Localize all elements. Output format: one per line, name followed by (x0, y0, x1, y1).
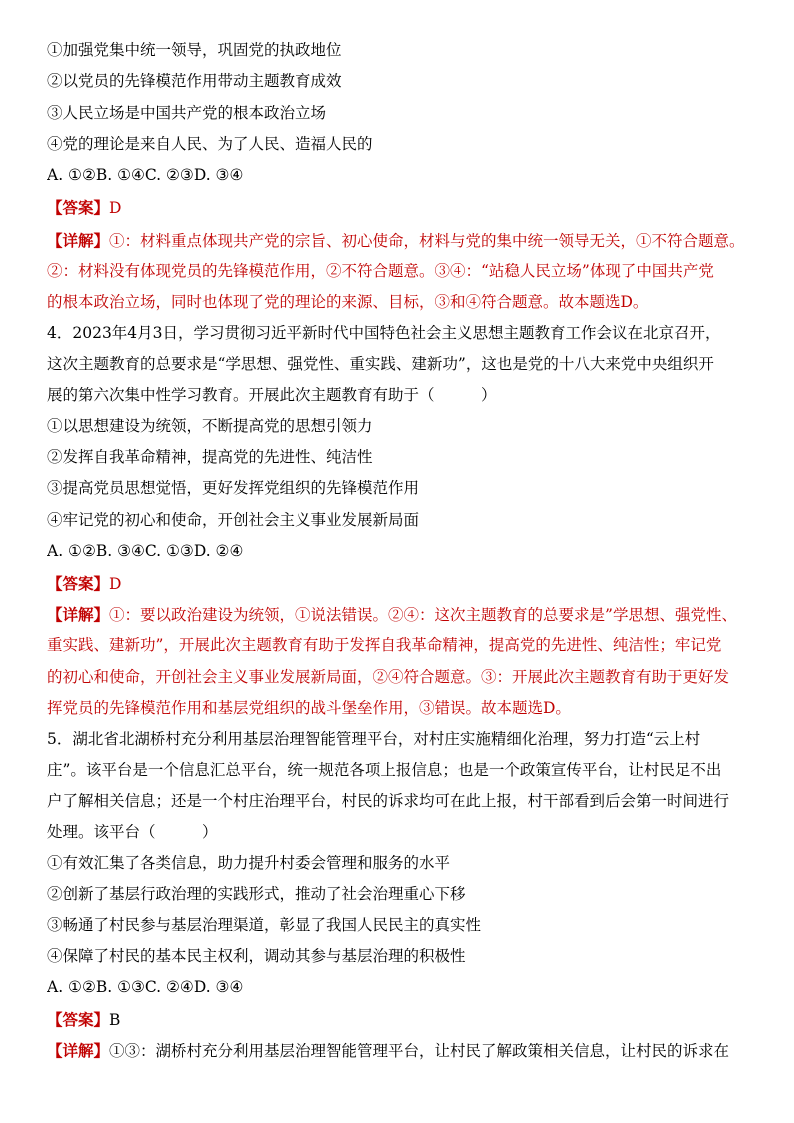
text-segment: 的根本政治立场，同时也体现了党的理论的来源、目标，③和④符合题意。故本题选D。 (47, 293, 649, 311)
text-line (47, 630, 754, 661)
text-line (47, 910, 754, 941)
text-line (47, 817, 754, 848)
text-segment: 4．2023年4月3日，学习贯彻习近平新时代中国特色社会主义思想主题教育工作会议在北京召开， (47, 324, 721, 342)
text-line (47, 256, 754, 287)
text-line (47, 318, 754, 349)
text-segment: ③畅通了村民参与基层治理渠道，彰显了我国人民民主的真实性 (47, 916, 482, 934)
text-line (47, 349, 754, 380)
text-segment: ①③：湖桥村充分利用基层治理智能管理平台，让村民了解政策相关信息，让村民的诉求在 (109, 1042, 730, 1060)
text-line (47, 160, 754, 191)
text-segment: ④牢记党的初心和使命，开创社会主义事业发展新局面 (47, 511, 420, 529)
section-label: 【详解】 (47, 231, 110, 250)
text-line (47, 1004, 754, 1035)
text-segment: ①：要以政治建设为统领，①说法错误。②④：这次主题教育的总要求是”学思想、强党性、 (109, 606, 737, 624)
text-segment: 5．湖北省北湖桥村充分利用基层治理智能管理平台，对村庄实施精细化治理，努力打造“云上村 (47, 730, 701, 748)
text-segment: ②：材料没有体现党员的先锋模范作用，②不符合题意。③④：“站稳人民立场”体现了中国共产党 (47, 262, 714, 280)
section-label: 【详解】 (47, 605, 110, 624)
text-line (47, 755, 754, 786)
text-line (47, 473, 754, 504)
text-line (47, 1035, 754, 1066)
text-segment: ②发挥自我革命精神，提高党的先进性、纯洁性 (47, 448, 373, 466)
text-segment: 重实践、建新功”，开展此次主题教育有助于发挥自我革命精神，提高党的先进性、纯洁性；牢记党 (47, 636, 722, 654)
text-segment: ①加强党集中统一领导，巩固党的执政地位 (47, 41, 342, 59)
section-label: 【详解】 (47, 1041, 110, 1060)
text-segment: ③提高党员思想觉悟，更好发挥党组织的先锋模范作用 (47, 479, 420, 497)
text-segment: 户了解相关信息；还是一个村庄治理平台，村民的诉求均可在此上报，村干部看到后会第一时间进行 (47, 792, 730, 810)
text-line (47, 287, 754, 318)
text-line (47, 505, 754, 536)
text-line (47, 972, 754, 1003)
text-line (47, 380, 754, 411)
text-line (47, 225, 754, 256)
text-line (47, 786, 754, 817)
text-line (47, 442, 754, 473)
text-segment: A. ①②B. ③④C. ①③D. ②④ (47, 542, 244, 560)
text-segment: 的初心和使命，开创社会主义事业发展新局面，②④符合题意。③：开展此次主题教育有助于更好发 (47, 668, 730, 686)
text-line (47, 98, 754, 129)
text-line (47, 879, 754, 910)
section-label: 【答案】 (47, 198, 110, 217)
text-segment: 挥党员的先锋模范作用和基层党组织的战斗堡垒作用，③错误。故本题选D。 (47, 699, 571, 717)
text-line (47, 848, 754, 879)
text-line (47, 129, 754, 160)
text-segment: 庄”。该平台是一个信息汇总平台，统一规范各项上报信息；也是一个政策宣传平台，让村民足不出 (47, 761, 722, 779)
text-line (47, 568, 754, 599)
text-segment: A. ①②B. ①④C. ②③D. ③④ (47, 166, 244, 184)
text-line (47, 662, 754, 693)
text-line (47, 941, 754, 972)
text-segment: ①有效汇集了各类信息，助力提升村委会管理和服务的水平 (47, 854, 451, 872)
text-segment: ④党的理论是来自人民、为了人民、造福人民的 (47, 135, 373, 153)
text-segment: 展的第六次集中性学习教育。开展此次主题教育有助于（ ） (47, 386, 497, 404)
text-segment: D (109, 575, 122, 593)
text-segment: ②创新了基层行政治理的实践形式，推动了社会治理重心下移 (47, 885, 466, 903)
text-segment: ①以思想建设为统领，不断提高党的思想引领力 (47, 417, 373, 435)
text-segment: ①：材料重点体现共产党的宗旨、初心使命，材料与党的集中统一领导无关，①不符合题意。 (109, 232, 745, 250)
text-line (47, 693, 754, 724)
text-segment: D (109, 199, 122, 217)
section-label: 【答案】 (47, 1010, 110, 1029)
text-line (47, 66, 754, 97)
text-line (47, 411, 754, 442)
text-segment: 处理。该平台（ ） (47, 823, 218, 841)
section-label: 【答案】 (47, 574, 110, 593)
text-line (47, 599, 754, 630)
text-segment: 这次主题教育的总要求是“学思想、强党性、重实践、建新功”，这也是党的十八大来党中央组织开 (47, 355, 714, 373)
text-line (47, 192, 754, 223)
text-segment: ②以党员的先锋模范作用带动主题教育成效 (47, 72, 342, 90)
text-segment: ④保障了村民的基本民主权利，调动其参与基层治理的积极性 (47, 947, 466, 965)
text-segment: B (109, 1011, 121, 1029)
text-line (47, 35, 754, 66)
text-segment: ③人民立场是中国共产党的根本政治立场 (47, 104, 327, 122)
text-segment: A. ①②B. ①③C. ②④D. ③④ (47, 978, 244, 996)
text-line (47, 536, 754, 567)
text-line (47, 724, 754, 755)
